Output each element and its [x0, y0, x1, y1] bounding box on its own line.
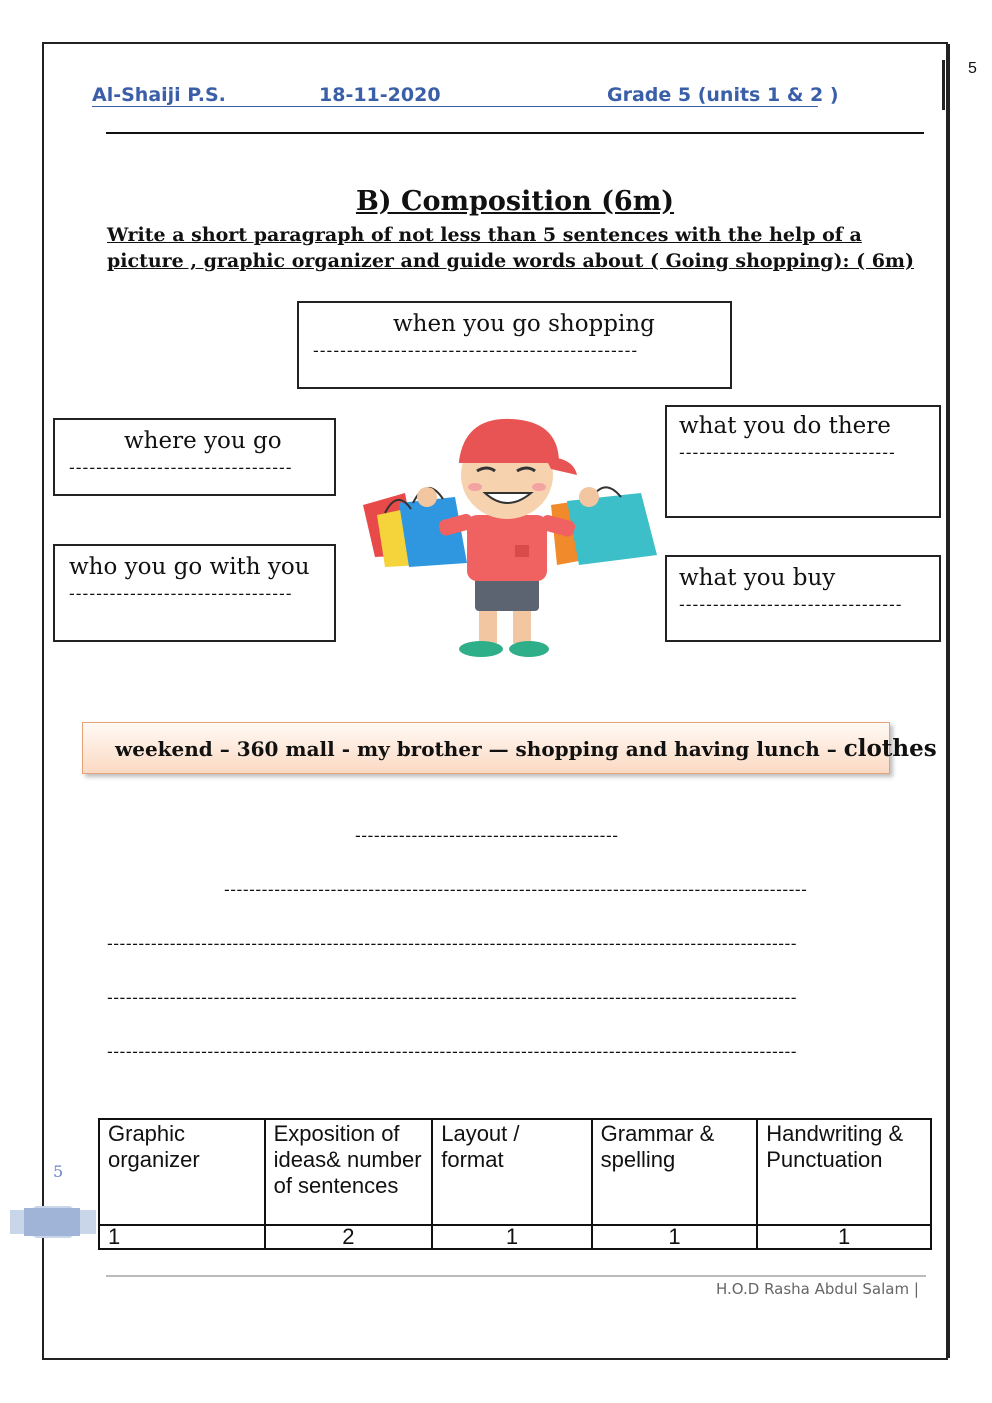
rubric-score-row — [99, 1225, 931, 1249]
exam-date: 18-11-2020 — [319, 84, 441, 106]
box-what-do-answer-line[interactable]: -------------------------------- — [679, 443, 896, 462]
rubric-table — [98, 1118, 932, 1250]
box-when-answer-line[interactable]: ------------------------------------------------ — [313, 341, 639, 360]
footer-rule — [106, 1275, 926, 1277]
box-what-buy — [665, 555, 941, 642]
page-tab-icon — [10, 1206, 96, 1238]
section-title: B) Composition (6m) — [355, 186, 675, 217]
rubric-header-row — [99, 1119, 931, 1225]
box-who-answer-line[interactable]: --------------------------------- — [69, 584, 293, 603]
rubric-header-cell: Grammar & spelling — [592, 1119, 758, 1225]
school-name: Al-Shaiji P.S. — [92, 84, 226, 106]
writing-line-3[interactable]: -------------------------------------------------------------------------------------------------------------- — [107, 988, 798, 1007]
writing-line-4[interactable]: -------------------------------------------------------------------------------------------------------------- — [107, 1042, 798, 1061]
rubric-header-cell: Handwriting & Punctuation — [757, 1119, 931, 1225]
rubric-score-cell: 2 — [265, 1225, 433, 1249]
writing-line-title[interactable]: ------------------------------------------ — [355, 826, 619, 845]
box-where — [53, 418, 336, 496]
page-number: 5 — [968, 60, 977, 77]
rubric-score-cell: 1 — [432, 1225, 591, 1249]
box-when-label: when you go shopping — [393, 311, 655, 337]
rubric-score-cell: 1 — [757, 1225, 931, 1249]
rubric-header-cell: Layout / format — [432, 1119, 591, 1225]
box-what-buy-answer-line[interactable]: --------------------------------- — [679, 595, 903, 614]
header-underline — [92, 106, 818, 107]
box-what-do — [665, 405, 941, 518]
box-where-label: where you go — [124, 428, 282, 454]
writing-line-1[interactable]: --------------------------------------------------------------------------------------------- — [224, 880, 808, 899]
box-who-label: who you go with you — [69, 554, 310, 580]
box-what-buy-label: what you buy — [679, 565, 836, 591]
box-who — [53, 544, 336, 642]
guide-words-last: clothes — [843, 735, 937, 762]
box-when — [297, 301, 732, 389]
box-where-answer-line[interactable]: --------------------------------- — [69, 458, 293, 477]
side-page-number: 5 — [53, 1162, 64, 1181]
grade-units: Grade 5 (units 1 & 2 ) — [607, 84, 839, 106]
guide-words-text: weekend – 360 mall - my brother — shopping and having lunch – — [115, 737, 844, 761]
boy-with-shopping-bags-icon — [355, 405, 660, 690]
footer-hod: H.O.D Rasha Abdul Salam | — [716, 1280, 919, 1298]
rubric-header-cell: Graphic organizer — [99, 1119, 265, 1225]
box-what-do-label: what you do there — [679, 413, 891, 439]
rubric-header-cell: Exposition of ideas& number of sentences — [265, 1119, 433, 1225]
guide-words-banner — [82, 722, 937, 774]
header-rule — [106, 132, 924, 134]
instructions: Write a short paragraph of not less than 5 sentences with the help of a picture , graphic organizer and guide words about ( Going shopping): ( 6m) — [107, 224, 915, 272]
writing-line-2[interactable]: -------------------------------------------------------------------------------------------------------------- — [107, 934, 798, 953]
rubric-score-cell: 1 — [99, 1225, 265, 1249]
rubric-score-cell: 1 — [592, 1225, 758, 1249]
side-rule — [942, 60, 945, 110]
